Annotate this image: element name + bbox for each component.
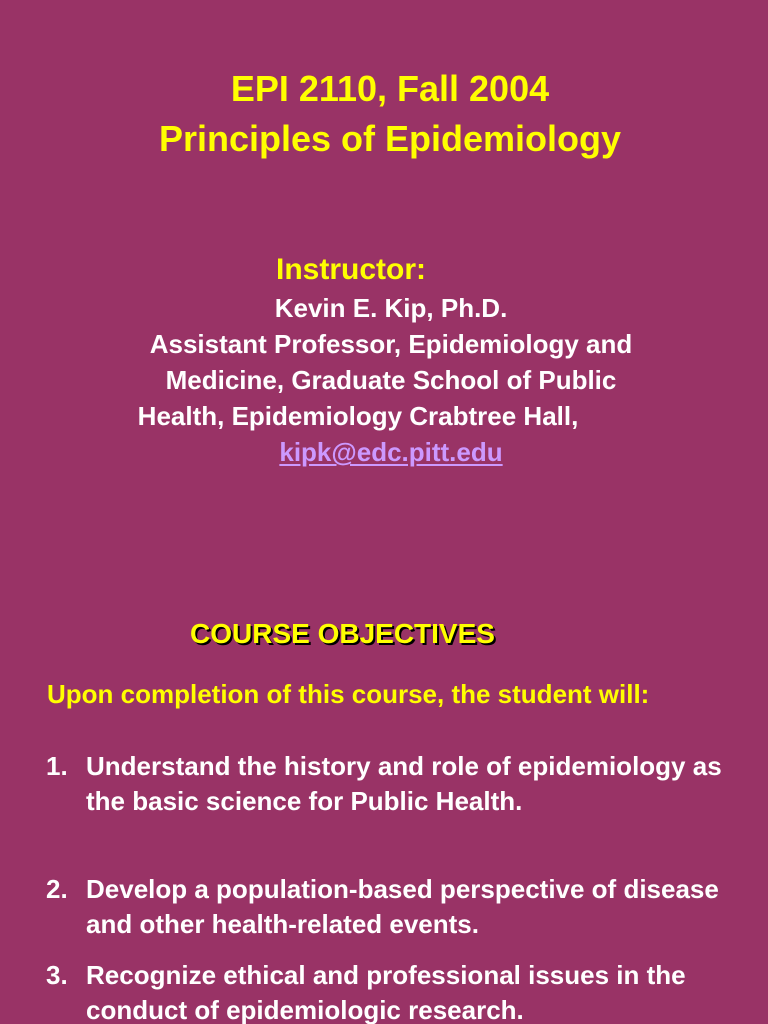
instructor-title-line1: Assistant Professor, Epidemiology and — [149, 329, 633, 359]
objective-item — [46, 872, 746, 942]
instructor-name: Kevin E. Kip, Ph.D. — [274, 293, 508, 323]
instructor-details — [80, 290, 702, 470]
instructor-email-line — [80, 434, 702, 470]
slide-title-line1: EPI 2110, Fall 2004 — [230, 68, 550, 109]
objective-text: Develop a population-based perspective of disease and other health-related events. — [86, 874, 719, 939]
objective-number: 1. — [46, 751, 68, 781]
instructor-email-link[interactable]: kipk@edc.pitt.edu — [279, 437, 503, 467]
objective-item — [46, 958, 746, 1024]
objective-number: 2. — [46, 874, 68, 904]
course-objectives-heading: COURSE OBJECTIVES — [190, 618, 495, 649]
slide-title-line2: Principles of Epidemiology — [158, 118, 622, 159]
instructor-title-line3: Health, Epidemiology Crabtree Hall, — [137, 401, 579, 431]
objectives-intro: Upon completion of this course, the student will: — [47, 679, 650, 709]
objective-number: 3. — [46, 960, 68, 990]
objective-item — [46, 749, 746, 819]
objective-text: Recognize ethical and professional issues in the conduct of epidemiologic research. — [86, 960, 686, 1024]
instructor-title-line2: Medicine, Graduate School of Public — [165, 365, 617, 395]
objective-text: Understand the history and role of epidemiology as the basic science for Public Health. — [86, 751, 722, 816]
instructor-label: Instructor: — [276, 253, 426, 286]
